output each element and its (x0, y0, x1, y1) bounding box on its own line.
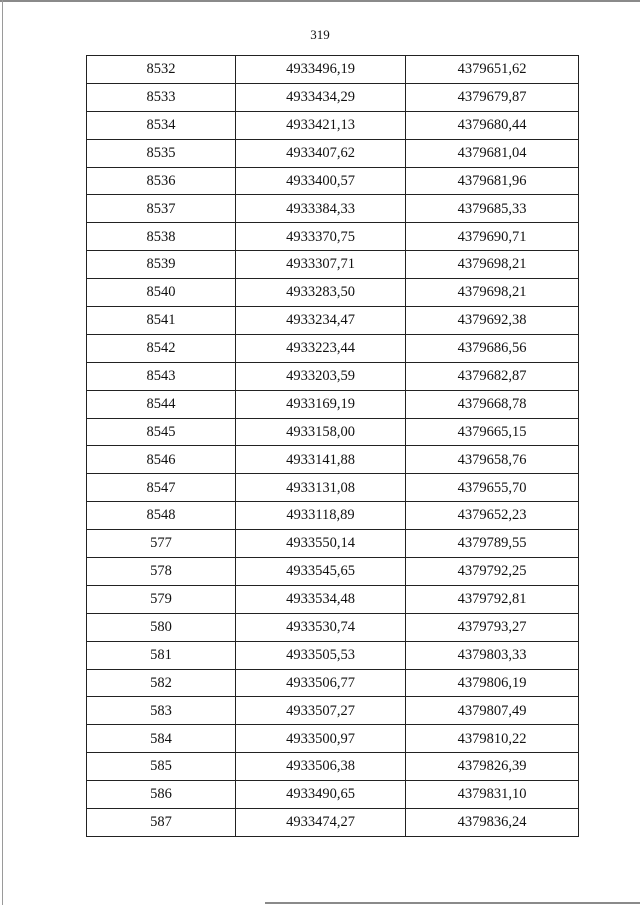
point-number-cell: 8533 (87, 83, 236, 111)
x-coordinate-cell: 4933283,50 (236, 279, 406, 307)
table-row (87, 474, 579, 502)
y-coordinate-cell: 4379806,19 (406, 669, 579, 697)
y-coordinate-cell: 4379826,39 (406, 753, 579, 781)
x-coordinate-cell: 4933506,77 (236, 669, 406, 697)
table-row (87, 781, 579, 809)
table-row (87, 83, 579, 111)
x-coordinate-cell: 4933434,29 (236, 83, 406, 111)
x-coordinate-cell: 4933421,13 (236, 111, 406, 139)
x-coordinate-cell: 4933234,47 (236, 307, 406, 335)
scan-edge-left (2, 0, 3, 905)
table-row (87, 613, 579, 641)
y-coordinate-cell: 4379792,81 (406, 585, 579, 613)
point-number-cell: 8537 (87, 195, 236, 223)
table-row (87, 641, 579, 669)
point-number-cell: 584 (87, 725, 236, 753)
x-coordinate-cell: 4933131,08 (236, 474, 406, 502)
point-number-cell: 8539 (87, 251, 236, 279)
x-coordinate-cell: 4933370,75 (236, 223, 406, 251)
x-coordinate-cell: 4933474,27 (236, 809, 406, 837)
point-number-cell: 8547 (87, 474, 236, 502)
x-coordinate-cell: 4933534,48 (236, 585, 406, 613)
y-coordinate-cell: 4379681,96 (406, 167, 579, 195)
y-coordinate-cell: 4379658,76 (406, 446, 579, 474)
point-number-cell: 8542 (87, 334, 236, 362)
table-row (87, 167, 579, 195)
table-row (87, 558, 579, 586)
y-coordinate-cell: 4379698,21 (406, 279, 579, 307)
point-number-cell: 8541 (87, 307, 236, 335)
y-coordinate-cell: 4379685,33 (406, 195, 579, 223)
y-coordinate-cell: 4379692,38 (406, 307, 579, 335)
y-coordinate-cell: 4379680,44 (406, 111, 579, 139)
y-coordinate-cell: 4379690,71 (406, 223, 579, 251)
table-row (87, 502, 579, 530)
y-coordinate-cell: 4379807,49 (406, 697, 579, 725)
y-coordinate-cell: 4379651,62 (406, 56, 579, 84)
point-number-cell: 8535 (87, 139, 236, 167)
table-row (87, 753, 579, 781)
point-number-cell: 8534 (87, 111, 236, 139)
table-row (87, 195, 579, 223)
x-coordinate-cell: 4933307,71 (236, 251, 406, 279)
x-coordinate-cell: 4933507,27 (236, 697, 406, 725)
x-coordinate-cell: 4933118,89 (236, 502, 406, 530)
y-coordinate-cell: 4379793,27 (406, 613, 579, 641)
x-coordinate-cell: 4933530,74 (236, 613, 406, 641)
y-coordinate-cell: 4379686,56 (406, 334, 579, 362)
table-row (87, 334, 579, 362)
x-coordinate-cell: 4933203,59 (236, 362, 406, 390)
y-coordinate-cell: 4379792,25 (406, 558, 579, 586)
y-coordinate-cell: 4379668,78 (406, 390, 579, 418)
y-coordinate-cell: 4379810,22 (406, 725, 579, 753)
point-number-cell: 587 (87, 809, 236, 837)
table-row (87, 279, 579, 307)
table-row (87, 697, 579, 725)
y-coordinate-cell: 4379803,33 (406, 641, 579, 669)
table-row (87, 418, 579, 446)
point-number-cell: 8532 (87, 56, 236, 84)
point-number-cell: 577 (87, 530, 236, 558)
point-number-cell: 583 (87, 697, 236, 725)
scan-edge-bottom (265, 902, 640, 904)
point-number-cell: 8540 (87, 279, 236, 307)
x-coordinate-cell: 4933506,38 (236, 753, 406, 781)
x-coordinate-cell: 4933407,62 (236, 139, 406, 167)
point-number-cell: 582 (87, 669, 236, 697)
point-number-cell: 8543 (87, 362, 236, 390)
table-row (87, 725, 579, 753)
coordinates-table-body (87, 56, 579, 837)
point-number-cell: 8548 (87, 502, 236, 530)
x-coordinate-cell: 4933223,44 (236, 334, 406, 362)
table-row (87, 251, 579, 279)
table-row (87, 585, 579, 613)
x-coordinate-cell: 4933550,14 (236, 530, 406, 558)
x-coordinate-cell: 4933169,19 (236, 390, 406, 418)
table-row (87, 223, 579, 251)
point-number-cell: 579 (87, 585, 236, 613)
x-coordinate-cell: 4933400,57 (236, 167, 406, 195)
page-number: 319 (310, 27, 330, 42)
table-row (87, 390, 579, 418)
y-coordinate-cell: 4379789,55 (406, 530, 579, 558)
y-coordinate-cell: 4379836,24 (406, 809, 579, 837)
x-coordinate-cell: 4933158,00 (236, 418, 406, 446)
y-coordinate-cell: 4379679,87 (406, 83, 579, 111)
y-coordinate-cell: 4379831,10 (406, 781, 579, 809)
point-number-cell: 8538 (87, 223, 236, 251)
point-number-cell: 8545 (87, 418, 236, 446)
point-number-cell: 8546 (87, 446, 236, 474)
point-number-cell: 586 (87, 781, 236, 809)
coordinates-table (86, 55, 579, 837)
x-coordinate-cell: 4933496,19 (236, 56, 406, 84)
y-coordinate-cell: 4379665,15 (406, 418, 579, 446)
table-row (87, 530, 579, 558)
table-row (87, 111, 579, 139)
y-coordinate-cell: 4379681,04 (406, 139, 579, 167)
y-coordinate-cell: 4379652,23 (406, 502, 579, 530)
point-number-cell: 585 (87, 753, 236, 781)
scan-edge-top (0, 0, 640, 2)
x-coordinate-cell: 4933384,33 (236, 195, 406, 223)
point-number-cell: 581 (87, 641, 236, 669)
point-number-cell: 8536 (87, 167, 236, 195)
x-coordinate-cell: 4933505,53 (236, 641, 406, 669)
table-row (87, 809, 579, 837)
point-number-cell: 578 (87, 558, 236, 586)
table-row (87, 307, 579, 335)
x-coordinate-cell: 4933500,97 (236, 725, 406, 753)
y-coordinate-cell: 4379655,70 (406, 474, 579, 502)
table-row (87, 446, 579, 474)
point-number-cell: 8544 (87, 390, 236, 418)
x-coordinate-cell: 4933141,88 (236, 446, 406, 474)
table-row (87, 139, 579, 167)
x-coordinate-cell: 4933490,65 (236, 781, 406, 809)
point-number-cell: 580 (87, 613, 236, 641)
y-coordinate-cell: 4379698,21 (406, 251, 579, 279)
table-row (87, 362, 579, 390)
table-row (87, 669, 579, 697)
table-row (87, 56, 579, 84)
y-coordinate-cell: 4379682,87 (406, 362, 579, 390)
x-coordinate-cell: 4933545,65 (236, 558, 406, 586)
